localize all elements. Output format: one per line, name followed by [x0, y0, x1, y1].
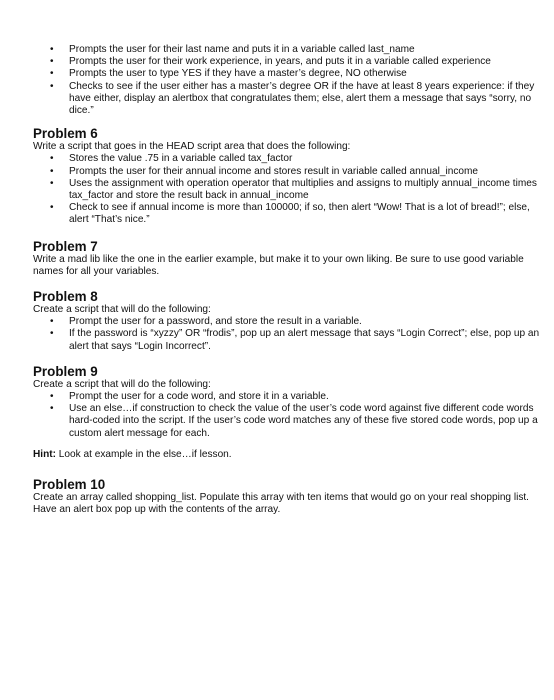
problem-6-heading: Problem 6 [33, 126, 98, 142]
problem-7-heading: Problem 7 [33, 238, 98, 254]
list-item: • Prompt the user for a code word, and store it in a variable. [33, 391, 540, 403]
problem-7-text: Write a mad lib like the one in the earlier example, but make it to your own liking. Be sure to use good variable names for all your variables. [33, 253, 524, 277]
list-item: • Prompt the user for a password, and store the result in a variable. [33, 316, 540, 328]
list-item: • Use an else…if construction to check the value of the user’s code word against five different code words hard-coded into the script. If the user’s code word matches any of these five stored code words, pop up a custom alert message for each. [33, 403, 540, 440]
list-item: • Prompts the user for their last name and puts it in a variable called last_name [33, 44, 540, 56]
problem-9-hint [33, 449, 540, 461]
problem-8-section [33, 289, 540, 353]
problem-9-intro: Create a script that will do the following: [33, 378, 211, 390]
hint-text: Look at example in the else…if lesson. [55, 448, 232, 460]
list-item: • If the password is “xyzzy” OR “frodis”, pop up an alert message that says “Login Correct”; else, pop up an alert that says “Login Incorrect”. [33, 328, 540, 352]
problem-10-section [33, 477, 540, 516]
intro-bullet-list [33, 44, 540, 117]
problem-9-section [33, 364, 540, 461]
list-item: • Check to see if annual income is more than 100000; if so, then alert “Wow! That is a lot of bread!”; else, alert “That’s nice.” [33, 202, 540, 226]
problem-6-section [33, 126, 540, 226]
problem-10-text: Create an array called shopping_list. Populate this array with ten items that would go on your real shopping list. Have an alert box pop up with the contents of the array. [33, 492, 529, 516]
problem-9-bullet-list [33, 391, 540, 440]
list-item: • Uses the assignment with operation operator that multiplies and assigns to multiply annual_income times tax_factor and store the result back in annual_income [33, 178, 540, 202]
problem-7-section [33, 239, 540, 278]
problem-10-heading: Problem 10 [33, 477, 106, 493]
problem-8-bullet-list [33, 316, 540, 353]
problem-8-intro: Create a script that will do the following: [33, 304, 211, 316]
list-item: • Prompts the user to type YES if they have a master’s degree, NO otherwise [33, 68, 540, 80]
list-item: • Stores the value .75 in a variable called tax_factor [33, 153, 540, 165]
list-item: • Prompts the user for their work experience, in years, and puts it in a variable called experience [33, 56, 540, 68]
problem-9-heading: Problem 9 [33, 363, 98, 379]
hint-label: Hint: [33, 448, 56, 460]
problem-8-heading: Problem 8 [33, 289, 98, 305]
list-item: • Checks to see if the user either has a master’s degree OR if the have at least 8 years experience: if they have either, display an alertbox that congratulates them; else, alert them a message that says “sorry, no dice.” [33, 81, 540, 118]
list-item: • Prompts the user for their annual income and stores result in variable called annual_income [33, 166, 540, 178]
problem-6-intro: Write a script that goes in the HEAD script area that does the following: [33, 141, 351, 153]
problem-6-bullet-list [33, 153, 540, 226]
